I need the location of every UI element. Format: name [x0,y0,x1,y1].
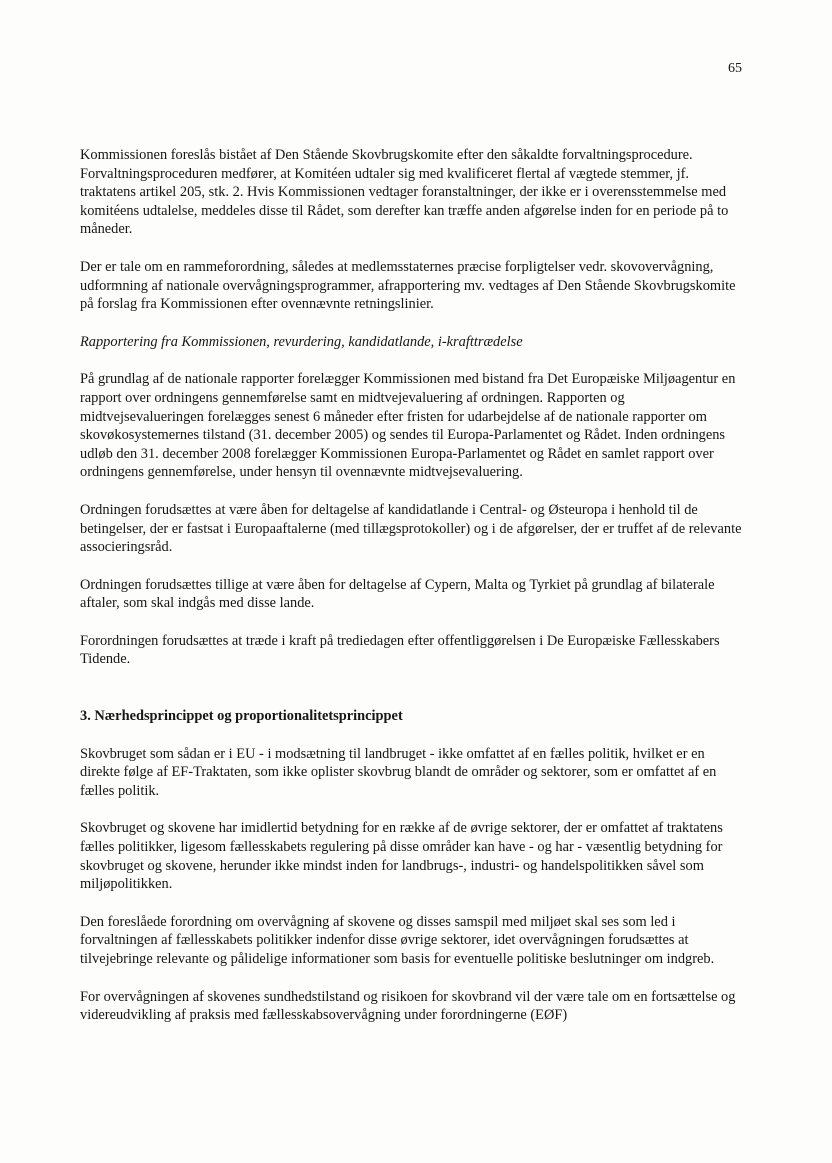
paragraph-framework-regulation: Der er tale om en rammeforordning, således at medlemsstaternes præcise forpligtelser vedr. skovovervågning, udformning af nationale overvågningsprogrammer, afrapportering mv. vedtages af Den Stående Skovbrugskomite på forslag fra Kommissionen efter ovennævnte retningslinier. [80,258,736,313]
subheading-reporting: Rapportering fra Kommissionen, revurdering, kandidatlande, i-krafttrædelse [80,333,523,350]
document-body [80,146,744,1025]
paragraph-committee-procedure: Kommissionen foreslås bistået af Den Stående Skovbrugskomite efter den såkaldte forvaltningsprocedure. Forvaltningsproceduren medfører, at Komitéen udtaler sig med kvalificeret flertal af vægtede stemmer, jf. traktatens artikel 205, stk. 2. Hvis Kommissionen vedtager foranstaltninger, der ikke er i overensstemmelse med komitéens udtalelse, meddeles disse til Rådet, som derefter kan træffe anden afgørelse inden for en periode på to måneder. [80,147,729,238]
paragraph-cyprus-malta-turkey: Ordningen forudsættes tillige at være åben for deltagelse af Cypern, Malta og Tyrkiet på grundlag af bilaterale aftaler, som skal indgås med disse lande. [80,576,715,612]
paragraph-reporting: På grundlag af de nationale rapporter forelægger Kommissionen med bistand fra Det Europæiske Miljøagentur en rapport over ordningens gennemførelse samt en midtvejevaluering af ordningen. Rapporten og midtvejsevalueringen forelægges senest 6 måneder efter fristen for udarbejdelse af de nationale rapporter om skovøkosystemernes tilstand (31. december 2005) og sendes til Europa-Parlamentet og Rådet. Inden ordningens udløb den 31. december 2008 forelægger Kommissionen Europa-Parlamentet og Rådet en samlet rapport over ordningens gennemførelse, under hensyn til ovennævnte midtvejsevaluering. [80,371,736,481]
paragraph-entry-into-force: Forordningen forudsættes at træde i kraft på trediedagen efter offentliggørelsen i De Europæiske Fællesskabers Tidende. [80,632,720,668]
paragraph-proposed-regulation: Den foreslåede forordning om overvågning af skovene og disses samspil med miljøet skal ses som led i forvaltningen af fællesskabets politikker indenfor disse øvrige sektorer, idet overvågningen forudsættes at tilvejebringe relevante og pålidelige informationer som basis for eventuelle politiske beslutninger om indgreb. [80,913,715,967]
paragraph-candidate-countries: Ordningen forudsættes at være åben for deltagelse af kandidatlande i Central- og Østeuropa i henhold til de betingelser, der er fastsat i Europaaftalerne (med tillægsprotokoller) og i de afgørelser, der er truffet af de relevante associeringsråd. [80,501,742,556]
paragraph-forestry-importance: Skovbruget og skovene har imidlertid betydning for en række af de øvrige sektorer, der er omfattet af traktatens fælles politikker, ligesom fællesskabets regulering på disse områder kan have - og har - væsentlig betydning for skovbruget og skovene, herunder ikke mindst inden for landbrugs-, industri- og handelspolitikken såvel som miljøpolitikken. [80,820,723,893]
page-number: 65 [728,61,742,76]
section-heading-subsidiarity: 3. Nærhedsprincippet og proportionalitetsprincippet [80,708,403,725]
paragraph-forest-health-monitoring: For overvågningen af skovenes sundhedstilstand og risikoen for skovbrand vil der være tale om en fortsættelse og videreudvikling af praksis med fællesskabsovervågning under forordningerne (EØF) [80,988,736,1024]
reporting-section [80,333,744,482]
subsidiarity-section [80,688,744,800]
paragraph-forestry-no-common-policy: Skovbruget som sådan er i EU - i modsætning til landbruget - ikke omfattet af en fælles politik, hvilket er en direkte følge af EF-Traktaten, som ikke oplister skovbrug blandt de områder og sektorer, som er omfattet af en fælles politik. [80,745,717,799]
